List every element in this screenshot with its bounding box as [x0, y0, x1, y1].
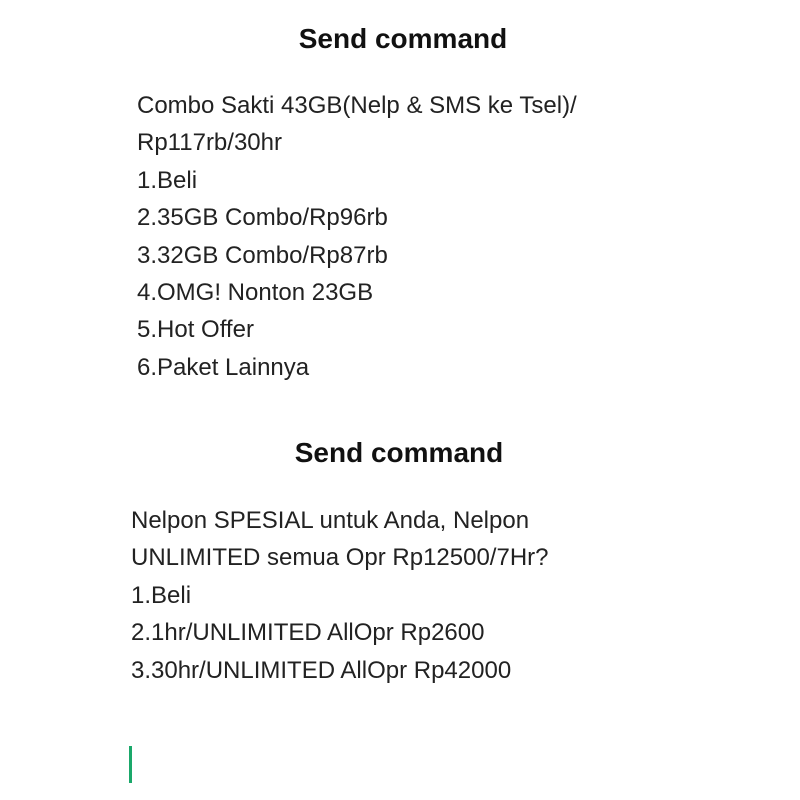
message-line: UNLIMITED semua Opr Rp12500/7Hr?: [131, 544, 549, 572]
menu-option-5: 5.Hot Offer: [137, 316, 254, 344]
dialog-title: Send command: [294, 437, 504, 468]
reply-input-caret[interactable]: [129, 746, 132, 783]
menu-option-4: 4.OMG! Nonton 23GB: [137, 279, 374, 307]
message-line: Nelpon SPESIAL untuk Anda, Nelpon: [131, 507, 530, 534]
message-line: Rp117rb/30hr: [137, 129, 282, 157]
menu-option-2: 2.1hr/UNLIMITED AllOpr Rp2600: [131, 619, 485, 647]
ussd-message: [137, 87, 577, 386]
dialog-title: Send command: [298, 23, 508, 54]
menu-option-2: 2.35GB Combo/Rp96rb: [137, 204, 388, 232]
menu-option-1: 1.Beli: [137, 166, 198, 194]
ussd-message: [131, 502, 549, 689]
menu-option-1: 1.Beli: [131, 581, 192, 609]
menu-option-3: 3.32GB Combo/Rp87rb: [137, 241, 388, 269]
menu-option-6: 6.Paket Lainnya: [137, 353, 310, 381]
message-line: Combo Sakti 43GB(Nelp & SMS ke Tsel)/: [137, 92, 577, 119]
menu-option-3: 3.30hr/UNLIMITED AllOpr Rp42000: [131, 656, 512, 684]
